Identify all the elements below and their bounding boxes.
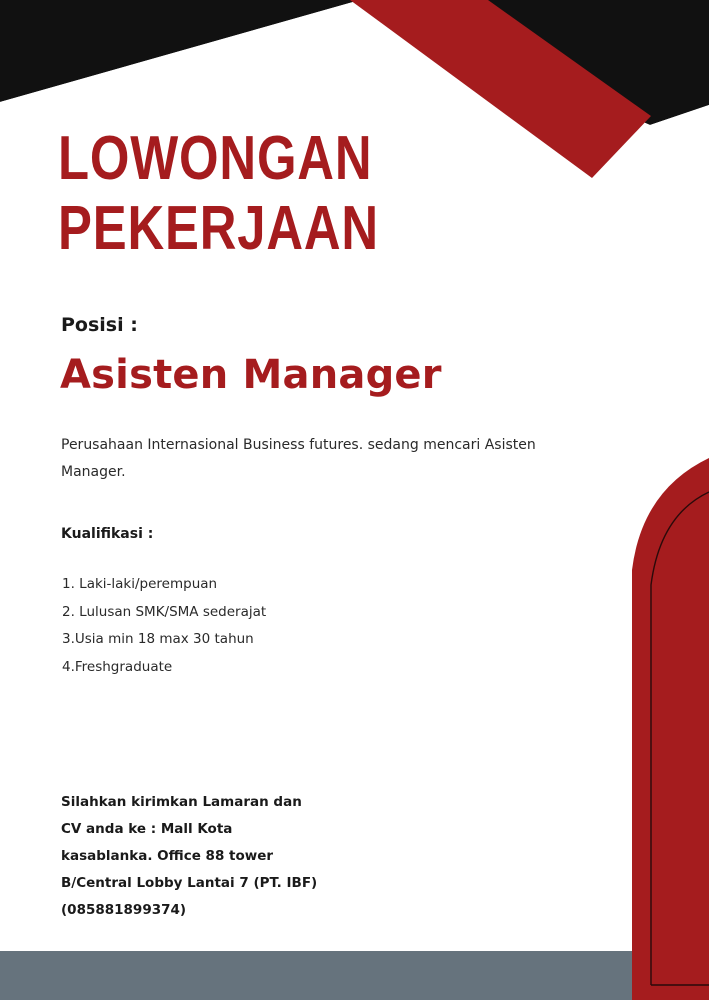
qualification-item: 3.Usia min 18 max 30 tahun	[62, 631, 254, 647]
position-label: Posisi :	[61, 314, 138, 336]
qualifications-list	[62, 571, 266, 681]
qualification-item: 1. Laki-laki/perempuan	[62, 576, 218, 592]
qualifications-label: Kualifikasi :	[61, 526, 154, 542]
qualification-item: 4.Freshgraduate	[62, 658, 173, 675]
position-title: Asisten Manager	[60, 352, 442, 398]
title-line-2: PEKERJAAN	[58, 194, 379, 263]
job-description: Perusahaan Internasional Business futures. sedang mencari Asisten Manager.	[61, 437, 536, 480]
title-line-1: LOWONGAN	[58, 124, 373, 193]
qualification-item: 2. Lulusan SMK/SMA sederajat	[62, 603, 267, 620]
page-title	[58, 124, 379, 264]
contact-info: Silahkan kirimkan Lamaran dan CV anda ke : Mall Kota kasablanka. Office 88 tower B/Central Lobby Lantai 7 (PT. IBF) (085881899374)	[61, 794, 318, 918]
